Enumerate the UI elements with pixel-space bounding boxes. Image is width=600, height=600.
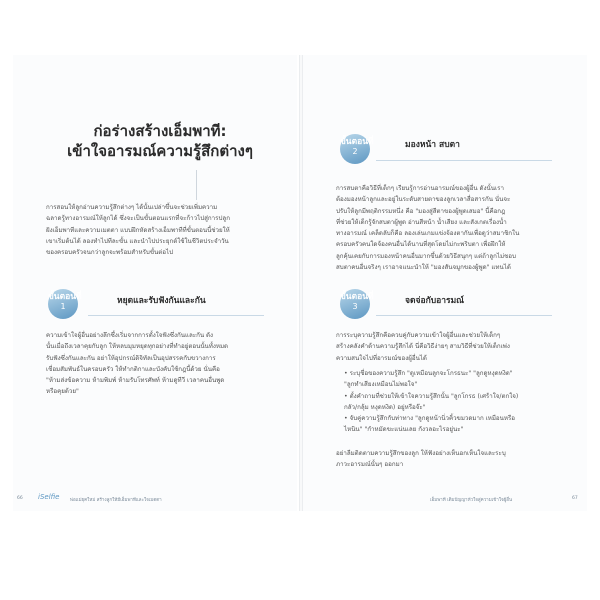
step-2-divider (376, 160, 552, 161)
bullet-line: • ตั้งคำถามที่ช่วยให้เข้าใจความรู้สึกนั้น "ลูกโกรธ (เศร้าใจ/ตกใจ) (344, 392, 519, 400)
step-2-label: ขั้นตอนที่ (340, 137, 374, 147)
step-3-number: 3 (352, 302, 358, 311)
step-1-line: ความเข้าใจผู้อื่นอย่างลึกซึ้งเริ่มจากการตั้งใจฟังซึ่งกันและกัน ดัง (46, 332, 214, 339)
step-3-label: ขั้นตอนที่ (340, 292, 374, 302)
bullet-line: "ลูกทำเสียงเหมือนไม่พอใจ" (344, 381, 418, 389)
step-1-line: "ห้ามส่งข้อความ ห้ามพิมพ์ ห้ามรับโทรศัพท์ ห้ามดูทีวี เวลาคนอื่นพูด (46, 377, 225, 385)
intro-paragraph (46, 202, 276, 258)
step-2-paragraph (336, 183, 572, 273)
step-2-heading: มองหน้า สบตา (405, 140, 460, 150)
left-running-footer: พ่อแม่ยุคใหม่ สร้างลูกให้มีเอ็มพาทีและใจเมตตา (70, 498, 162, 503)
right-page (303, 55, 587, 511)
step-1-label: ขั้นตอนที่ (48, 292, 82, 302)
step-1-divider (88, 315, 264, 316)
title-divider (196, 170, 197, 200)
step-2-line: ลูกคุ้นเคยกับการมองหน้าคนอื่นมากขึ้นด้วยวิธีสนุกๆ แต่ถ้าลูกไม่ชอบ (336, 252, 516, 260)
step-3-intro (336, 330, 572, 364)
closing-line: อย่าลืมติดตามความรู้สึกของลูก ให้ฟังอย่างเห็นอกเห็นใจและระบุ (336, 450, 506, 457)
bullet-line: ไหนิน" "กำหมัดขะแน่นเลย กังวลอะไรอยู่นะ" (344, 426, 464, 434)
step-2-line: ที่ช่วยให้เด็กรู้จักสบตาผู้พูด อ่านสีหน้า น้ำเสียง และสังเกตเรื่องน้ำ (336, 218, 507, 226)
right-running-footer: เอ็มพาที เติมปัญญาหัวใจสู่ความเข้าใจผู้อื่น (430, 498, 513, 503)
intro-line: ฉลาดรู้ทางอารมณ์ให้ลูกได้ ซึ่งจะเป็นขั้นตอนแรกที่จะก้าวไปสู่การปลูก (46, 215, 230, 223)
step-3-intro-line: การระบุความรู้สึกคือควบคู่กับความเข้าใจผู้อื่นและช่วยให้เด็กๆ (336, 332, 501, 339)
step-1-paragraph (46, 330, 278, 398)
closing-line: ภาวะอารมณ์นั้นๆ ออกมา (336, 461, 404, 469)
step-3-heading: จดจ่อกับอารมณ์ (405, 296, 465, 306)
step-3-intro-line: ความสนใจไปที่อารมณ์ของผู้อื่นได้ (336, 354, 427, 362)
bullet-line: • จับคู่ความรู้สึกกับท่าทาง "ลูกดูหน้านิ่วคิ้วขมวดมาก เหมือนหรือ (344, 415, 515, 423)
step-2-line: ต้องมองหน้าลูกและอยู่ในระดับสายตาของลูกเวลาสื่อสารกัน นั่นจะ (336, 196, 511, 204)
chapter-title-line-1: ก่อร่างสร้างเอ็มพาที: (93, 122, 227, 140)
step-3-divider (376, 315, 552, 316)
step-2-line: ทางอารมณ์ เคล็ดลับก็คือ ลองเล่นเกมแข่งจ้องตากันเพื่อดูว่าสมาชิกใน (336, 230, 520, 238)
right-page-number: 67 (572, 496, 578, 501)
intro-line: การสอนให้ลูกอ่านความรู้สึกต่างๆ ได้นั้นเปล่าขึ้นจะช่วยเพิ่มความ (46, 204, 218, 211)
step-1-line: เชื่อมสัมพันธ์ในครอบครัว ให้ทำกติกาและบังคับใช้กฎนี้ด้วย นั่นคือ (46, 365, 220, 373)
step-2-number: 2 (352, 147, 358, 156)
bullet-line: • ระบุชื่อของความรู้สึก "ดูเหมือนลูกจะโกรธนะ" "ลูกดูหงุดหงิด" (344, 370, 513, 377)
step-3-bullets (344, 368, 574, 436)
step-2-line: การสบตาคือวิธีที่เด็กๆ เรียนรู้การอ่านอารมณ์ของผู้อื่น ดังนั้นเรา (336, 185, 504, 192)
step-3-intro-line: สร้างคลังคำด้านความรู้สึกได้ นี่คือวิธีง่ายๆ สามวิธีที่ช่วยให้เด็กเพ่ง (336, 343, 510, 351)
step-2-line: ครอบครัวคนใดจ้องคนอื่นได้นานที่สุดโดยไม่กะพริบตา เพื่อฝึกให้ (336, 241, 506, 249)
left-page-number: 66 (17, 496, 23, 501)
chapter-title-line-2: เข้าใจอารมณ์ความรู้สึกต่างๆ (67, 142, 253, 160)
bullet-line: กลัว/กลุ้ม หงุดหงิด) อยู่หรือจ๊ะ" (344, 403, 426, 411)
chapter-title (60, 121, 260, 161)
step-1-badge (48, 289, 82, 319)
brand-logo: iSelfie (38, 493, 60, 501)
intro-line: ของครอบครัวจนกว่าลูกจะพร้อมสำหรับขั้นต่อไป (46, 249, 174, 257)
step-2-badge (340, 134, 374, 164)
step-1-line: หรือคุยด้วย" (46, 388, 79, 396)
step-3-closing (336, 448, 572, 471)
step-1-heading: หยุดและรับฟังกันและกัน (117, 296, 206, 306)
step-2-line: ปรับให้ลูกมีพฤติกรรมหนึ่ง คือ "มองสู่สีตาของผู้พูดเสมอ" นี้คือกฎ (336, 207, 506, 215)
step-1-number: 1 (60, 302, 66, 311)
step-1-line: รับฟังซึ่งกันและกัน อย่าให้อุปกรณ์ดิจิทัลเป็นอุปสรรคกับขวางการ (46, 354, 216, 362)
step-3-badge (340, 289, 374, 319)
step-2-line: สบตาคนอื่นจริงๆ เราอาจแนะนำให้ "มองสันจมูกของผู้พูด" แทนได้ (336, 264, 511, 272)
intro-line: เขาเริ่มต้นได้ ลองทำไปทีละขั้น และนำไปประยุกต์ใช้ในชีวิตประจำวัน (46, 237, 229, 245)
book-spine (299, 55, 303, 511)
step-1-line: นั้นเมื่อถึงเวลาคุยกับลูก ให้หลบมุมหยุดทุกอย่างที่ทำอยู่ตอนนั้นทั้งหมด (46, 343, 229, 351)
intro-line: ฝังเอ็มพาทีและความเมตตา แบบฝึกหัดสร้างเอ็มพาทีที่ขั้นตอนนี้ช่วยให้ (46, 226, 230, 234)
